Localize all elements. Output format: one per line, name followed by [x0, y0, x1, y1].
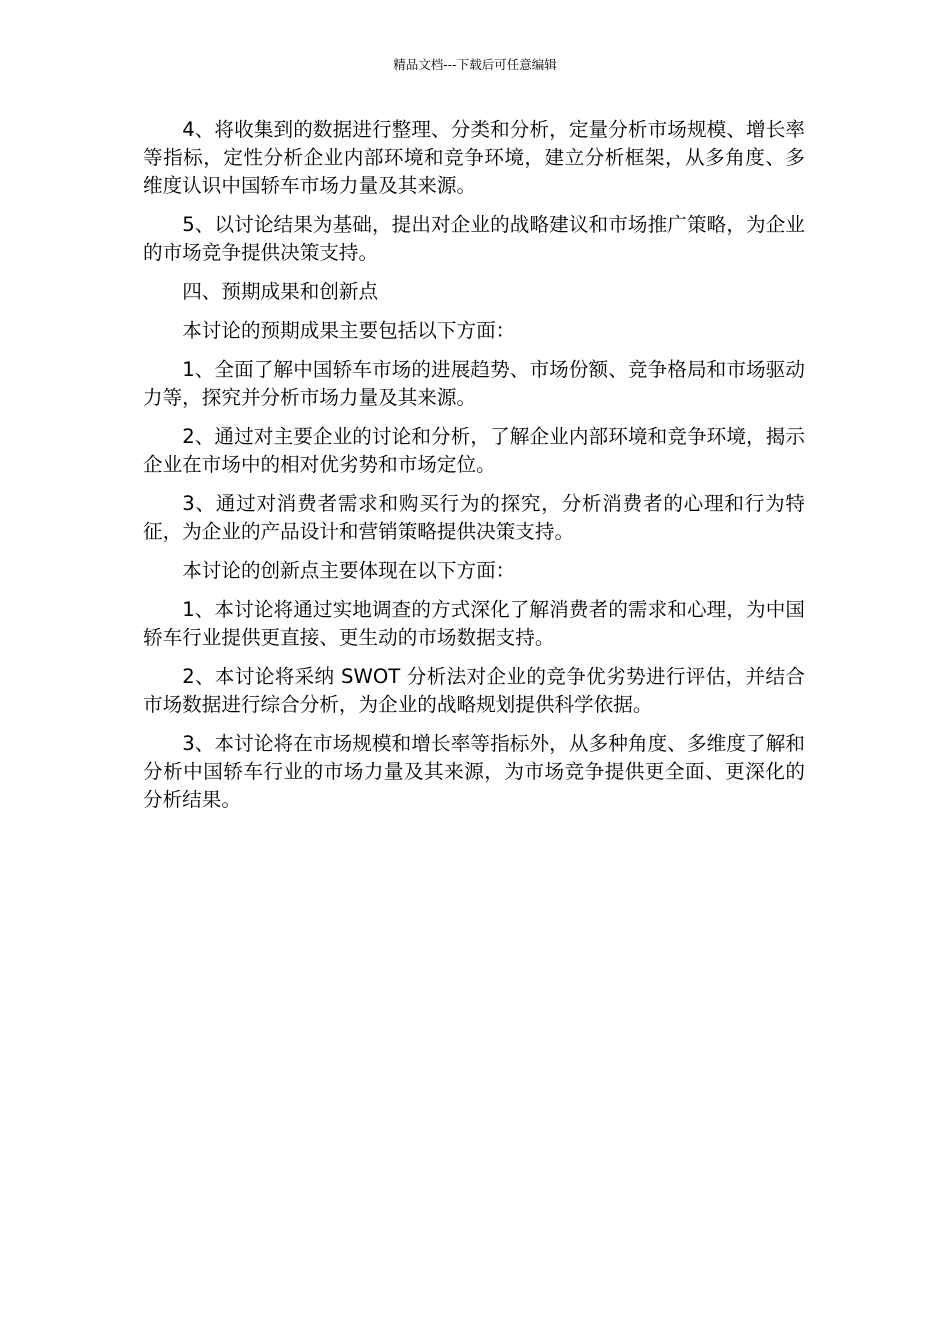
section-heading: 四、预期成果和创新点: [182, 280, 379, 303]
innovation-point-3: 3、本讨论将在市场规模和增长率等指标外，从多种角度、多维度了解和分析中国轿车行业的市场力量及其来源，为市场竞争提供更全面、更深化的分析结果。: [143, 732, 805, 811]
expected-result-2: 2、通过对主要企业的讨论和分析，了解企业内部环境和竞争环境，揭示企业在市场中的相对优劣势和市场定位。: [143, 425, 805, 476]
innovation-intro: 本讨论的创新点主要体现在以下方面：: [182, 559, 516, 582]
document-body: [143, 116, 805, 825]
page-header: 精品文档---下载后可任意编辑: [393, 57, 557, 72]
innovation-point-2: 2、本讨论将采纳 SWOT 分析法对企业的竞争优劣势进行评估，并结合市场数据进行综合分析，为企业的战略规划提供科学依据。: [143, 665, 805, 716]
paragraph-item-5: 5、以讨论结果为基础，提出对企业的战略建议和市场推广策略，为企业的市场竞争提供决策支持。: [143, 213, 805, 264]
expected-results-intro: 本讨论的预期成果主要包括以下方面：: [182, 319, 516, 342]
paragraph-item-4: 4、将收集到的数据进行整理、分类和分析，定量分析市场规模、增长率等指标，定性分析企业内部环境和竞争环境，建立分析框架，从多角度、多维度认识中国轿车市场力量及其来源。: [143, 118, 805, 197]
expected-result-3: 3、通过对消费者需求和购买行为的探究，分析消费者的心理和行为特征，为企业的产品设计和营销策略提供决策支持。: [143, 492, 805, 543]
innovation-point-1: 1、本讨论将通过实地调查的方式深化了解消费者的需求和心理，为中国轿车行业提供更直接、更生动的市场数据支持。: [143, 598, 805, 649]
expected-result-1: 1、全面了解中国轿车市场的进展趋势、市场份额、竞争格局和市场驱动力等，探究并分析市场力量及其来源。: [143, 358, 805, 409]
